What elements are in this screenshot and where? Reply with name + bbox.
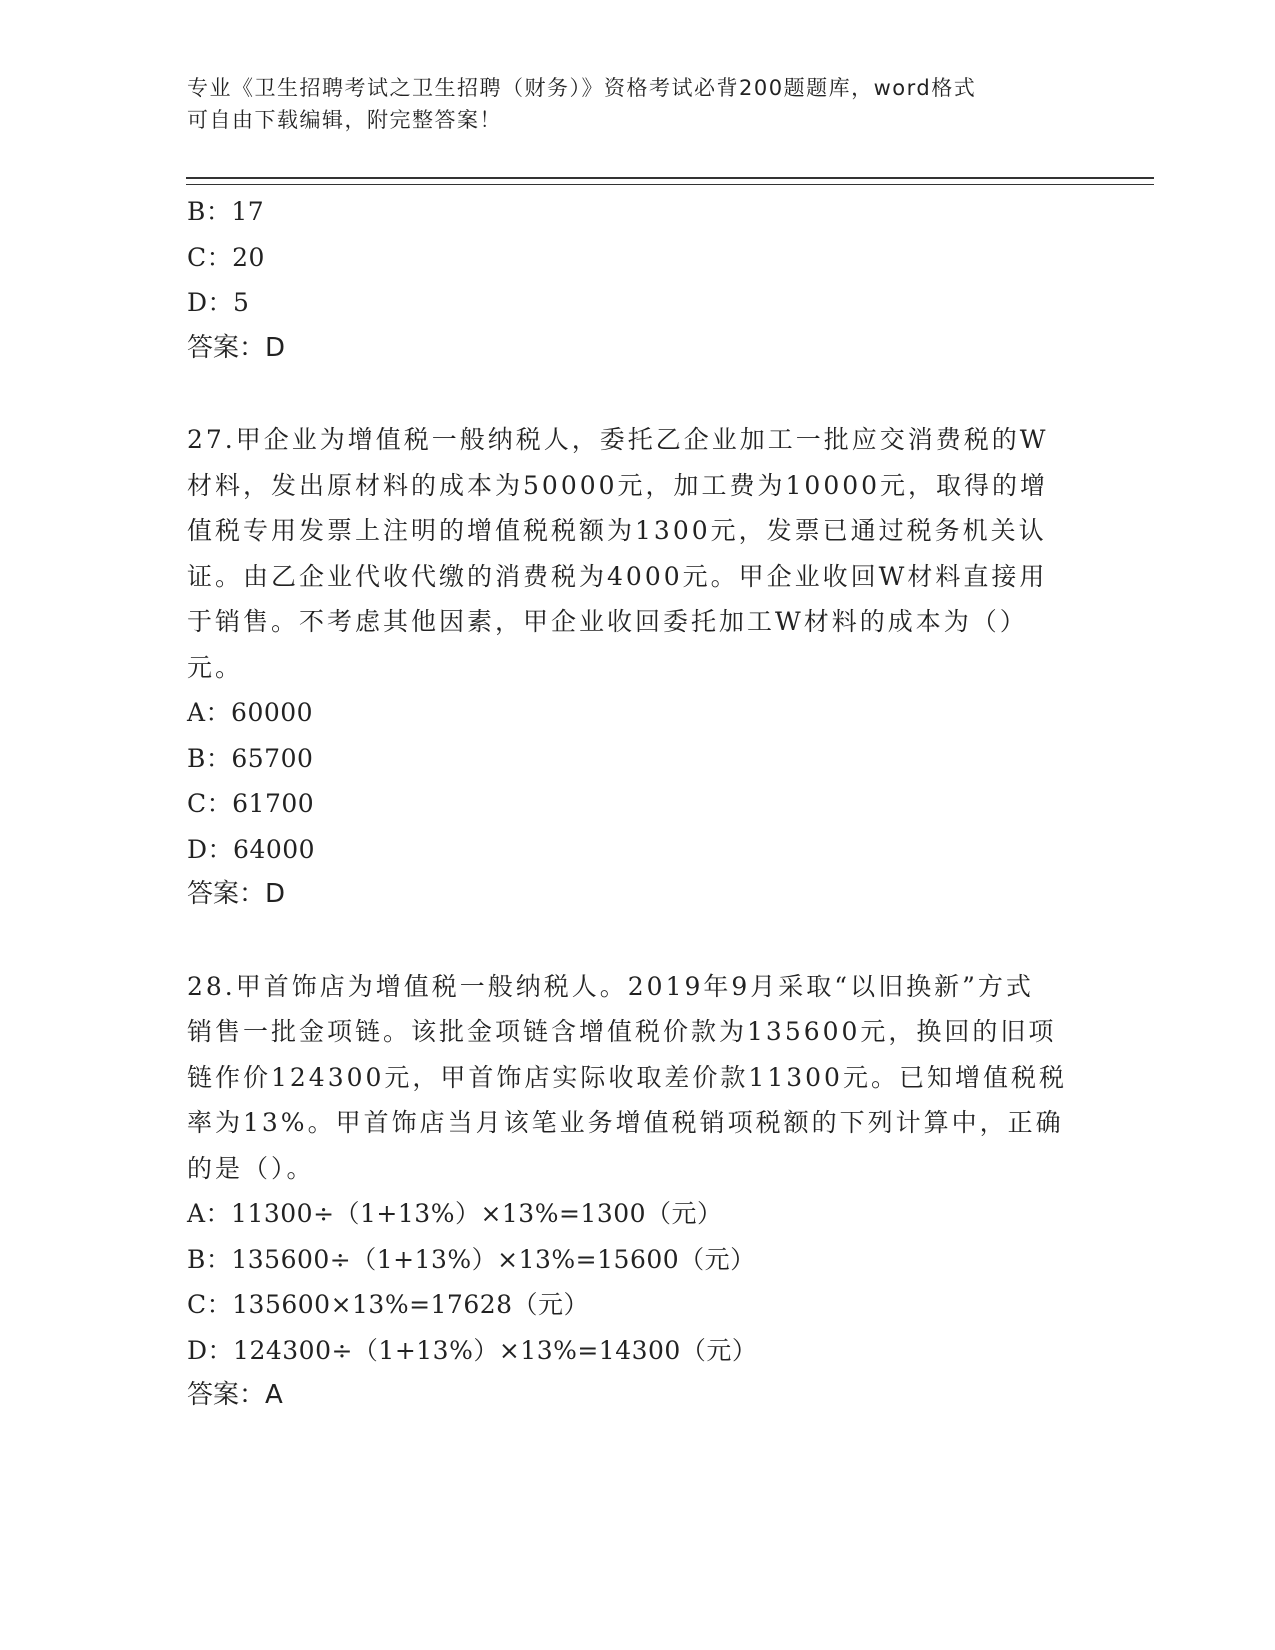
option-c: C：61700 (187, 789, 315, 818)
document-header (187, 72, 1067, 136)
option-a: A：11300÷（1+13%）×13%=1300（元） (187, 1199, 723, 1228)
option-b: B：65700 (187, 743, 314, 773)
stem-line: 元。 (187, 652, 244, 682)
option-b: B：17 (187, 197, 265, 226)
question-stem (187, 417, 1077, 690)
option-c: C：135600×13%=17628（元） (187, 1290, 590, 1319)
answer-line: 答案：A (187, 1380, 283, 1410)
option-d: D：124300÷（1+13%）×13%=14300（元） (187, 1335, 758, 1365)
stem-line: 于销售。不考虑其他因素，甲企业收回委托加工W材料的成本为（） (187, 607, 1028, 636)
stem-line: 材料，发出原材料的成本为50000元，加工费为10000元，取得的增 (187, 470, 1049, 500)
header-divider (186, 177, 1154, 185)
option-b: B：135600÷（1+13%）×13%=15600（元） (187, 1244, 756, 1274)
option-c: C：20 (187, 242, 265, 272)
stem-line: 率为13%。甲首饰店当月该笔业务增值税销项税额的下列计算中，正确 (187, 1108, 1064, 1137)
option-d: D：5 (187, 288, 250, 317)
previous-question-tail (187, 189, 1087, 371)
stem-line: 值税专用发票上注明的增值税税额为1300元，发票已通过税务机关认 (187, 516, 1047, 545)
stem-line: 证。由乙企业代收代缴的消费税为4000元。甲企业收回W材料直接用 (187, 561, 1048, 591)
question-27 (187, 417, 1087, 918)
option-a: A：60000 (187, 698, 314, 727)
stem-line: 销售一批金项链。该批金项链含增值税价款为135600元，换回的旧项 (187, 1017, 1057, 1046)
header-title-line-2: 可自由下载编辑，附完整答案！ (187, 108, 502, 132)
stem-line: 的是（）。 (187, 1153, 315, 1183)
answer-line: 答案：D (187, 879, 286, 909)
question-28 (187, 964, 1087, 1419)
answer-line: 答案：D (187, 332, 286, 363)
question-stem (187, 964, 1077, 1192)
stem-line: 27.甲企业为增值税一般纳税人，委托乙企业加工一批应交消费税的W (187, 425, 1049, 454)
document-body (187, 189, 1087, 1419)
header-title-line-1: 专业《卫生招聘考试之卫生招聘（财务）》资格考试必背200题题库，word格式 (187, 76, 977, 100)
option-d: D：64000 (187, 834, 316, 864)
stem-line: 链作价124300元，甲首饰店实际收取差价款11300元。已知增值税税 (187, 1062, 1067, 1092)
stem-line: 28.甲首饰店为增值税一般纳税人。2019年9月采取“以旧换新”方式 (187, 971, 1034, 1001)
